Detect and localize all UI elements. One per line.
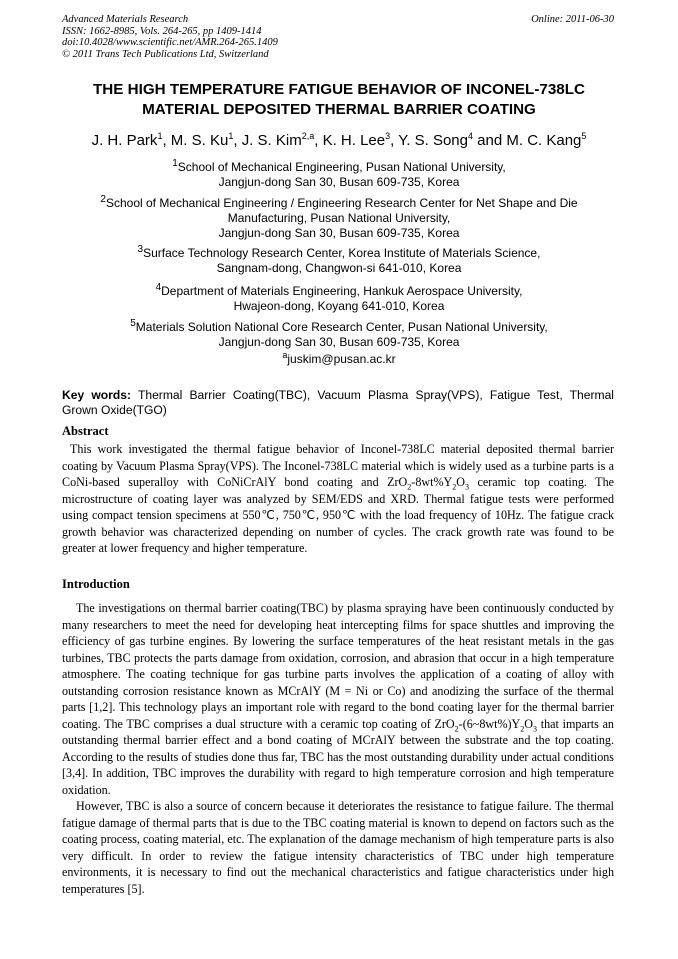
title-line-1: THE HIGH TEMPERATURE FATIGUE BEHAVIOR OF INCONEL-738LC: [93, 81, 585, 98]
paper-title: [40, 80, 638, 120]
affiliation-mark: 1: [172, 158, 178, 169]
subscript: 3: [465, 482, 470, 492]
abstract-text: O: [456, 475, 466, 489]
email-address: juskim@pusan.ac.kr: [287, 352, 396, 366]
author-list: J. H. Park$^1$, M. S. Ku$^1$, J. S. Kim$^{2,a}$, K. H. Lee$^3$, Y. S. Song$^4$ and M. C. Kang$^5$: [91, 131, 587, 149]
keywords-label: Key words:: [62, 388, 131, 402]
author: J. S. Kim: [241, 132, 302, 149]
abstract-text: -8wt%Y: [411, 475, 453, 489]
affiliation-line: Materials Solution National Core Research Center, Pusan National University,: [135, 320, 548, 334]
author: J. H. Park: [91, 132, 158, 149]
author-affiliation-mark: 3: [385, 131, 391, 141]
abstract-text: This work investigated the thermal fatigue behavior of Inconel-738LC material deposited thermal barrier coating by Vacuum Plasma Spray(VPS). The Inconel-738LC material which is widely used as a turbine parts is a CoNi-based superalloy with CoNiCrAlY bond coating and ZrO: [62, 442, 614, 489]
journal-header: [62, 14, 278, 60]
email-mark: a: [282, 350, 288, 360]
affiliation-1: [40, 156, 638, 190]
affiliation-line: Surface Technology Research Center, Korea Institute of Materials Science,: [143, 246, 541, 260]
online-date-text: Online: 2011-06-30: [531, 14, 614, 25]
author-affiliation-mark: 1: [157, 131, 163, 141]
subscript: 2: [407, 482, 412, 492]
author-affiliation-mark: 2,a: [301, 131, 315, 141]
author: M. S. Ku: [170, 132, 229, 149]
affiliation-mark: 5: [130, 318, 136, 329]
copyright-line: © 2011 Trans Tech Publications Ltd, Switzerland: [62, 48, 269, 60]
author-affiliation-mark: 5: [581, 131, 587, 141]
author-affiliation-mark: 1: [228, 131, 234, 141]
intro-text: that imparts an outstanding thermal barrier effect and a bond coating of MCrAlY between the substrate and the top coating. According to the results of studies done thus far, TBC has the most outstanding durability under actual conditions [3,4]. In addition, TBC improves the durability with regard to high temperature corrosion and high temperature oxidation.: [62, 716, 614, 797]
issn-line: ISSN: 1662-8985, Vols. 264-265, pp 1409-1414: [62, 25, 262, 37]
subscript: 2: [452, 482, 457, 492]
affiliation-mark: 2: [100, 194, 106, 205]
subscript: 2: [520, 723, 525, 733]
affiliation-5: [40, 316, 638, 350]
affiliation-4: [40, 280, 638, 314]
author: K. H. Lee: [322, 132, 386, 149]
affiliation-line: Jangjun-dong San 30, Busan 609-735, Korea: [218, 175, 460, 189]
affiliation-line: Manufacturing, Pusan National University,: [227, 211, 451, 225]
affiliation-line: Jangjun-dong San 30, Busan 609-735, Korea: [218, 335, 460, 349]
affiliation-line: School of Mechanical Engineering / Engineering Research Center for Net Shape and Die: [105, 196, 578, 210]
introduction-heading: Introduction: [62, 577, 130, 591]
journal-name: Advanced Materials Research: [62, 14, 189, 25]
affiliation-line: Department of Materials Engineering, Hankuk Aerospace University,: [161, 284, 523, 298]
title-line-2: MATERIAL DEPOSITED THERMAL BARRIER COATING: [142, 101, 536, 118]
online-date: [531, 14, 614, 26]
affiliation-3: [40, 242, 638, 276]
introduction-body: [62, 600, 614, 897]
affiliation-line: School of Mechanical Engineering, Pusan National University,: [177, 160, 506, 174]
author: M. C. Kang: [506, 132, 582, 149]
subscript: 2: [454, 723, 459, 733]
affiliation-line: Hwajeon-dong, Koyang 641-010, Korea: [233, 299, 445, 313]
affiliation-mark: 3: [137, 244, 144, 255]
affiliation-2: [40, 192, 638, 241]
affiliation-line: Jangjun-dong San 30, Busan 609-735, Korea: [218, 226, 460, 240]
intro-paragraph-2: However, TBC is also a source of concern because it deteriorates the resistance to fatigue failure. The thermal fatigue damage of thermal parts that is due to the TBC coating material is known to depend on factors such as the coating process, coating material, etc. The explanation of the damage mechanism of high temperature parts is also very difficult. In order to review the fatigue intensity characteristics of TBC under high temperature environments, it is necessary to find out the mechanical characteristics and fatigue characteristics under high temperatures [5].: [62, 799, 614, 896]
affiliation-line: Sangnam-dong, Changwon-si 641-010, Korea: [216, 261, 462, 275]
keywords-text: Thermal Barrier Coating(TBC), Vacuum Plasma Spray(VPS), Fatigue Test, Thermal Grown Oxide(TGO): [62, 388, 614, 417]
intro-text: The investigations on thermal barrier coating(TBC) by plasma spraying have been continuously conducted by many researchers to meet the need for developing heat intercepting films for space shuttles and improving the efficiency of gas turbine engines. By lowering the surface temperatures of the heat resistant metals in the gas turbines, TBC protects the parts damage from oxidation, corrosion, and abrasion that occur in a high temperature atmosphere. The coating technique for gas turbine parts involves the application of a coating of alloy with outstanding corrosion resistance known as MCrAlY (M = Ni or Co) and anodizing the surface of the thermal parts [1,2]. This technology plays an important role with regard to the bond coating layer for the thermal barrier coating. The TBC comprises a dual structure with a ceramic top coating of ZrO: [62, 601, 614, 731]
intro-paragraph-1: [62, 600, 614, 798]
author: Y. S. Song: [398, 132, 468, 149]
abstract-body: [62, 441, 614, 557]
author-affiliation-mark: 4: [467, 131, 473, 141]
abstract-text: ceramic top coating. The microstructure of coating layer was analyzed by SEM/EDS and XRD. Thermal fatigue tests were performed using compact tension specimens at 550℃, 750℃, 950℃ with the load frequency of 10Hz. The fatigue crack growth behavior was characterized depending on number of cycles. The crack growth rate was found to be greater at lower frequency and higher temperature.: [62, 475, 614, 555]
doi-line: doi:10.4028/www.scientific.net/AMR.264-265.1409: [62, 37, 278, 48]
intro-text: O: [524, 716, 534, 731]
corresponding-email: [40, 352, 638, 367]
keywords: [62, 388, 614, 418]
abstract-heading: Abstract: [62, 424, 109, 438]
affiliation-mark: 4: [155, 282, 162, 293]
subscript: 3: [533, 723, 538, 733]
intro-text: -(6~8wt%)Y: [458, 716, 521, 731]
